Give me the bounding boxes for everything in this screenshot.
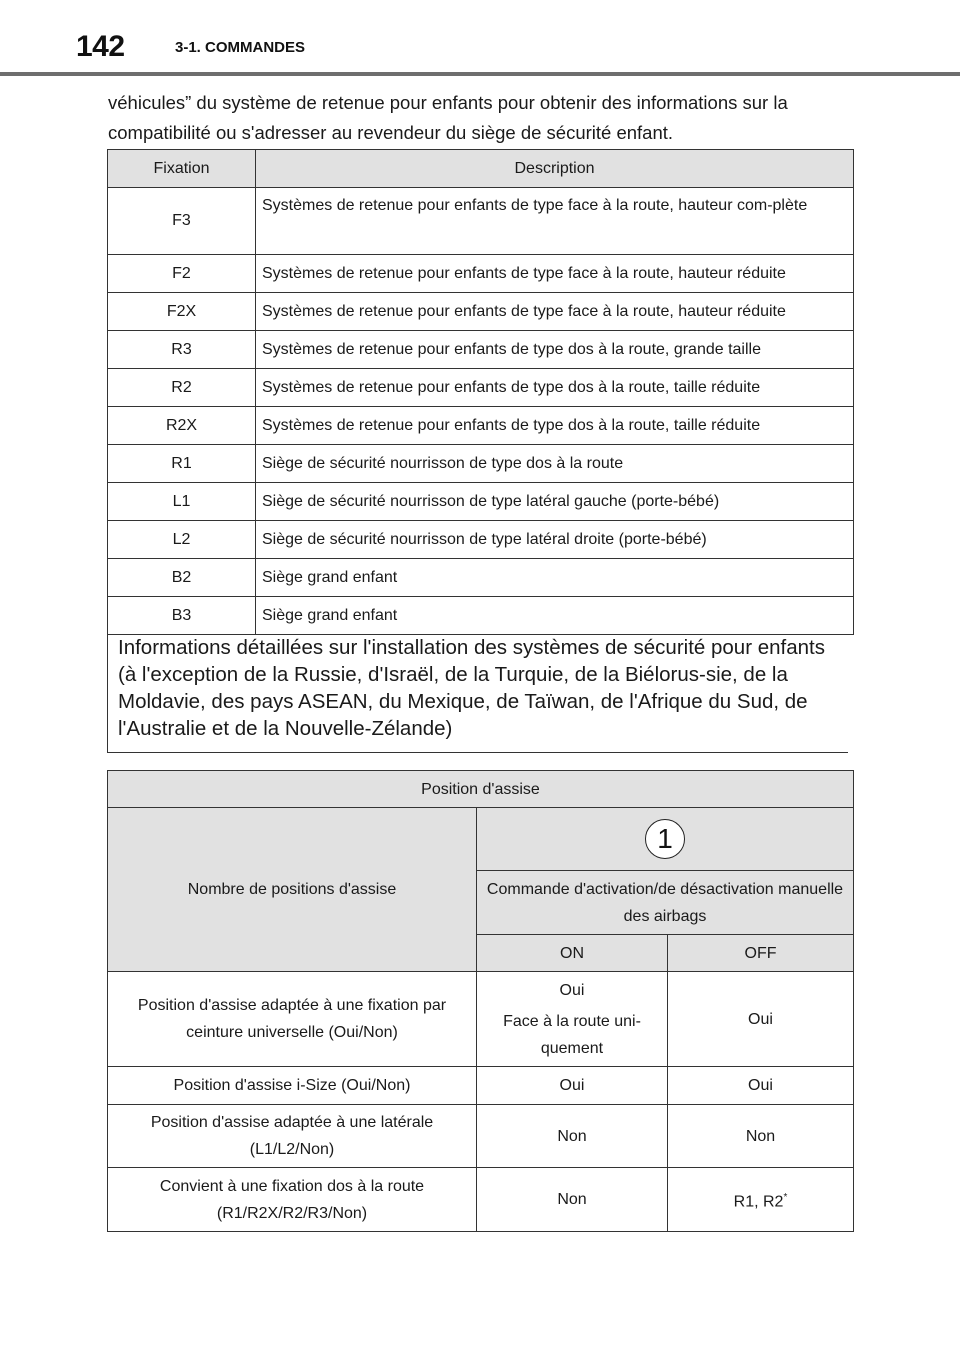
info-heading-box [107, 632, 848, 753]
section-title: 3-1. COMMANDES [175, 39, 306, 56]
fixation-code: L2 [108, 521, 256, 559]
off-value-text: R1, R2 [733, 1193, 784, 1211]
page-header [0, 0, 960, 78]
fixation-code: R3 [108, 331, 256, 369]
fixation-description: Siège grand enfant [256, 559, 854, 597]
table-row [108, 293, 854, 331]
on-value-line: Oui [559, 981, 585, 999]
row-label: Convient à une fixation dos à la route (R1/R2X/R2/R3/Non) [108, 1168, 477, 1232]
off-header: OFF [668, 935, 854, 972]
on-value: Non [477, 1105, 668, 1168]
fixation-code: R1 [108, 445, 256, 483]
fixation-description: Siège de sécurité nourrisson de type latéral gauche (porte-bébé) [256, 483, 854, 521]
on-value-note: Face à la route uni-quement [503, 1012, 641, 1057]
row-label: Position d'assise i-Size (Oui/Non) [108, 1067, 477, 1105]
seat-number-cell [477, 808, 854, 871]
table-header-row [108, 150, 854, 188]
table-row [108, 369, 854, 407]
table-row [108, 1105, 854, 1168]
fixation-code: F3 [108, 188, 256, 255]
on-header: ON [477, 935, 668, 972]
table-row [108, 188, 854, 255]
fixation-code: R2 [108, 369, 256, 407]
fixation-description: Systèmes de retenue pour enfants de type dos à la route, grande taille [256, 331, 854, 369]
off-value: Non [668, 1105, 854, 1168]
header-rule [0, 72, 960, 76]
seat-count-header: Nombre de positions d'assise [108, 808, 477, 972]
table-row [108, 483, 854, 521]
on-value: Oui [477, 1067, 668, 1105]
fixation-code: B3 [108, 597, 256, 635]
intro-paragraph: véhicules” du système de retenue pour enfants pour obtenir des informations sur la compatibilité ou s'adresser au revendeur du siège de sécurité enfant. [108, 92, 788, 143]
fixation-description: Siège de sécurité nourrisson de type latéral droite (porte-bébé) [256, 521, 854, 559]
fixation-description: Systèmes de retenue pour enfants de type face à la route, hauteur réduite [256, 255, 854, 293]
footnote-marker: * [783, 1191, 788, 1203]
table-row [108, 331, 854, 369]
off-value [668, 1168, 854, 1232]
fixation-description: Systèmes de retenue pour enfants de type dos à la route, taille réduite [256, 369, 854, 407]
fixation-code: F2X [108, 293, 256, 331]
fixation-table [107, 149, 854, 635]
row-label: Position d'assise adaptée à une latérale (L1/L2/Non) [108, 1105, 477, 1168]
seating-position-title: Position d'assise [108, 771, 854, 808]
off-value: Oui [668, 1067, 854, 1105]
column-header-fixation: Fixation [108, 150, 256, 188]
on-value: Non [477, 1168, 668, 1232]
table-row [108, 407, 854, 445]
table-row [108, 521, 854, 559]
seating-position-table [107, 770, 854, 1232]
info-heading: Informations détaillées sur l'installation des systèmes de sécurité pour enfants (à l'exception de la Russie, d'Israël, de la Turquie, de la Biélorus-sie, de la Moldavie, des pays ASEAN, du Mexique, de Taïwan, de l'Afrique du Sud, de l'Australie et de la Nouvelle-Zélande) [118, 636, 825, 740]
fixation-code: B2 [108, 559, 256, 597]
table-row [108, 559, 854, 597]
on-value [477, 972, 668, 1067]
table-row [108, 445, 854, 483]
fixation-code: F2 [108, 255, 256, 293]
row-label: Position d'assise adaptée à une fixation par ceinture universelle (Oui/Non) [108, 972, 477, 1067]
fixation-code: L1 [108, 483, 256, 521]
fixation-description: Systèmes de retenue pour enfants de type face à la route, hauteur réduite [256, 293, 854, 331]
fixation-description: Systèmes de retenue pour enfants de type dos à la route, taille réduite [256, 407, 854, 445]
table-row [108, 1067, 854, 1105]
seat-number-badge: 1 [645, 819, 685, 859]
fixation-description: Systèmes de retenue pour enfants de type face à la route, hauteur com-plète [256, 188, 854, 255]
column-header-description: Description [256, 150, 854, 188]
table-title-row [108, 771, 854, 808]
table-row [108, 255, 854, 293]
table-row [108, 1168, 854, 1232]
fixation-description: Siège grand enfant [256, 597, 854, 635]
table-row [108, 597, 854, 635]
seat-number-row [108, 808, 854, 871]
off-value: Oui [668, 972, 854, 1067]
page-number: 142 [76, 30, 125, 63]
fixation-description: Siège de sécurité nourrisson de type dos à la route [256, 445, 854, 483]
table-row [108, 972, 854, 1067]
fixation-code: R2X [108, 407, 256, 445]
airbag-switch-label: Commande d'activation/de désactivation manuelle des airbags [477, 871, 854, 935]
